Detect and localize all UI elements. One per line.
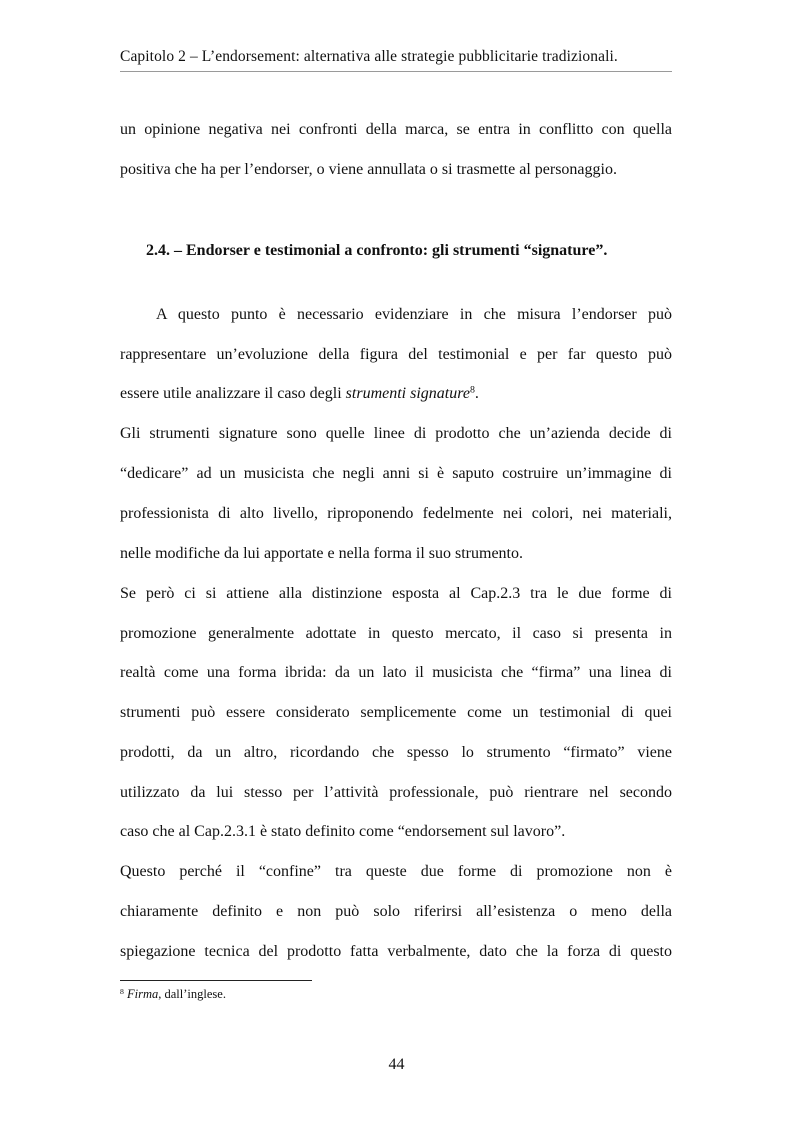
- body-text: essere utile analizzare il caso degli: [120, 385, 346, 402]
- body-line: [120, 382, 672, 406]
- body-line: Gli strumenti signature sono quelle linee di prodotto che un’azienda decide di: [120, 425, 672, 442]
- body-line: nelle modifiche da lui apportate e nella forma il suo strumento.: [120, 545, 523, 562]
- footnote: [120, 985, 226, 1003]
- body-line: chiaramente definito e non può solo riferirsi all’esistenza o meno della: [120, 903, 672, 920]
- body-line: positiva che ha per l’endorser, o viene annullata o si trasmette al personaggio.: [120, 161, 617, 178]
- body-line: spiegazione tecnica del prodotto fatta verbalmente, dato che la forza di questo: [120, 943, 672, 960]
- body-line: caso che al Cap.2.3.1 è stato definito come “endorsement sul lavoro”.: [120, 823, 566, 840]
- body-line: “dedicare” ad un musicista che negli anni si è saputo costruire un’immagine di: [120, 465, 672, 482]
- footnote-rule: [120, 980, 312, 981]
- body-line: Questo perché il “confine” tra queste due forme di promozione non è: [120, 863, 672, 880]
- body-line: Se però ci si attiene alla distinzione esposta al Cap.2.3 tra le due forme di: [120, 585, 672, 602]
- body-line: un opinione negativa nei confronti della marca, se entra in conflitto con quella: [120, 121, 672, 138]
- body-line: strumenti può essere considerato semplicemente come un testimonial di quei: [120, 704, 672, 721]
- body-line: realtà come una forma ibrida: da un lato il musicista che “firma” una linea di: [120, 664, 672, 681]
- body-line: utilizzato da lui stesso per l’attività professionale, può rientrare nel secondo: [120, 784, 672, 801]
- body-line: professionista di alto livello, riproponendo fedelmente nei colori, nei materiali,: [120, 505, 672, 522]
- body-text: .: [474, 385, 479, 402]
- body-line: A questo punto è necessario evidenziare in che misura l’endorser può: [156, 306, 672, 323]
- body-line: prodotti, da un altro, ricordando che spesso lo strumento “firmato” viene: [120, 744, 672, 761]
- header-rule: [120, 71, 672, 72]
- footnote-text: , dall’inglese.: [158, 987, 226, 1001]
- running-header: Capitolo 2 – L’endorsement: alternativa alle strategie pubblicitarie tradizionali.: [120, 48, 618, 65]
- footnote-italic: Firma: [127, 987, 159, 1001]
- body-line: promozione generalmente adottate in questo mercato, il caso si presenta in: [120, 625, 672, 642]
- section-heading: 2.4. – Endorser e testimonial a confronto: gli strumenti “signature”.: [146, 242, 608, 259]
- body-line: rappresentare un’evoluzione della figura del testimonial e per far questo può: [120, 346, 672, 363]
- footnote-number: 8: [120, 986, 124, 996]
- page-number: 44: [388, 1056, 405, 1073]
- footnote-reference: 8: [469, 384, 475, 396]
- italic-term: strumenti signature: [345, 385, 470, 402]
